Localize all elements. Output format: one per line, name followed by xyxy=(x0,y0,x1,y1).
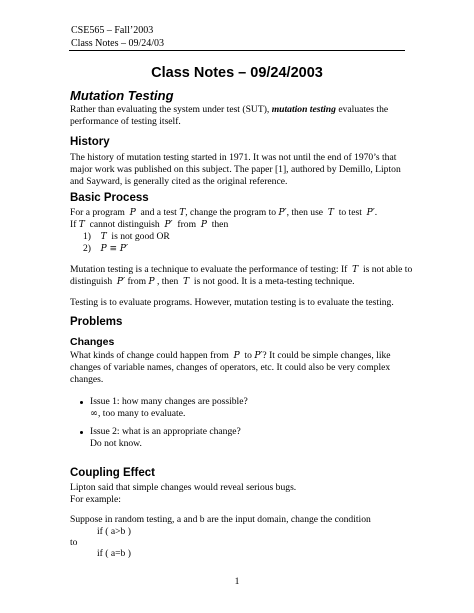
symbol-p-prime: P′ xyxy=(278,208,287,218)
issue-1-answer xyxy=(90,408,185,420)
text: to xyxy=(244,350,252,361)
text: 1) xyxy=(83,231,91,242)
symbol-p-prime: P′ xyxy=(366,208,375,218)
symbol-p-prime: P′ xyxy=(116,277,126,287)
bullet-issue-2 xyxy=(80,431,83,434)
symbol-t: T xyxy=(78,220,85,230)
changes-line-2: changes of variable names, changes of operators, etc. It could also be very complex xyxy=(70,362,391,373)
page-number: 1 xyxy=(234,576,240,587)
symbol-t: T xyxy=(327,208,334,218)
equivalence-formula: P ≡ P′ xyxy=(100,244,129,254)
text: , then xyxy=(156,276,179,287)
intro-term: mutation testing xyxy=(271,104,336,115)
symbol-p: P xyxy=(148,277,155,287)
text: What kinds of change could happen from xyxy=(70,350,229,361)
text: , then use xyxy=(286,207,324,218)
issue-1-question: Issue 1: how many changes are possible? xyxy=(90,396,248,407)
text: is not able to xyxy=(362,264,413,275)
process-line-2 xyxy=(70,219,228,231)
process-item-2 xyxy=(83,243,128,255)
text: cannot distinguish xyxy=(89,219,160,230)
symbol-p-prime: P′ xyxy=(254,351,263,361)
text: then xyxy=(211,219,229,230)
text: If xyxy=(70,219,77,230)
running-header xyxy=(71,24,164,50)
text: is not good. It is a meta-testing technique. xyxy=(193,276,355,287)
coupling-to: to xyxy=(70,537,78,548)
coupling-line-3: Suppose in random testing, a and b are the input domain, change the condition xyxy=(70,514,371,525)
changes-line-1 xyxy=(70,350,391,362)
heading-changes: Changes xyxy=(70,336,115,348)
issue-2-question: Issue 2: what is an appropriate change? xyxy=(90,426,241,437)
text: For a program xyxy=(70,207,125,218)
issue-2-answer: Do not know. xyxy=(90,438,142,449)
coupling-line-2: For example: xyxy=(70,494,121,505)
infinity-symbol: ∞ xyxy=(90,408,98,419)
symbol-p: P xyxy=(200,220,207,230)
heading-history: History xyxy=(70,136,110,148)
text: 2) xyxy=(83,243,91,254)
code-condition-mutant: if ( a=b ) xyxy=(97,548,131,559)
header-course: CSE565 – Fall’2003 xyxy=(71,25,154,36)
code-condition-original: if ( a>b ) xyxy=(97,526,131,537)
text: . xyxy=(374,207,378,218)
intro-paragraph xyxy=(70,104,408,128)
process-para-2: Testing is to evaluate programs. However, mutation testing is to evaluate the testing. xyxy=(70,297,394,308)
symbol-p-prime: P′ xyxy=(164,220,173,230)
process-para-1-line-2 xyxy=(70,276,355,288)
symbol-t: T xyxy=(179,208,186,218)
symbol-p: P xyxy=(233,351,240,361)
text: from xyxy=(127,276,147,287)
text: from xyxy=(177,219,197,230)
coupling-line-1: Lipton said that simple changes would reveal serious bugs. xyxy=(70,482,297,493)
process-line-1 xyxy=(70,207,377,219)
page-title: Class Notes – 09/24/2003 xyxy=(151,65,323,81)
heading-basic-process: Basic Process xyxy=(70,192,149,204)
text: , too many to evaluate. xyxy=(98,408,186,419)
symbol-p: P xyxy=(129,208,136,218)
text: distinguish xyxy=(70,276,113,287)
text: Mutation testing is a technique to evaluate the performance of testing: If xyxy=(70,264,348,275)
heading-problems: Problems xyxy=(70,316,123,328)
intro-text-post: evaluates the performance of testing itself. xyxy=(70,104,389,128)
text: , change the program to xyxy=(185,207,277,218)
intro-text-pre: Rather than evaluating the system under test (SUT), xyxy=(70,104,272,115)
text: to test xyxy=(338,207,362,218)
symbol-t: T xyxy=(183,277,190,287)
text: and a test xyxy=(140,207,177,218)
text: is not good OR xyxy=(111,231,170,242)
text: ? It could be simple changes, like xyxy=(262,350,391,361)
symbol-t: T xyxy=(352,265,359,275)
header-rule xyxy=(69,50,405,51)
history-paragraph: The history of mutation testing started in 1971. It was not until the end of 1970’s that major work was published on this subject. The paper [1], authored by Demillo, Lipton and Sayward, is generally cited as the original reference. xyxy=(70,152,401,188)
bullet-issue-1 xyxy=(80,401,83,404)
process-item-1 xyxy=(83,231,170,243)
heading-coupling-effect: Coupling Effect xyxy=(70,467,155,479)
heading-mutation-testing: Mutation Testing xyxy=(70,88,174,103)
changes-line-3: changes. xyxy=(70,374,104,385)
process-para-1-line-1 xyxy=(70,264,412,276)
header-notes: Class Notes – 09/24/03 xyxy=(71,38,165,49)
symbol-t: T xyxy=(100,232,107,242)
